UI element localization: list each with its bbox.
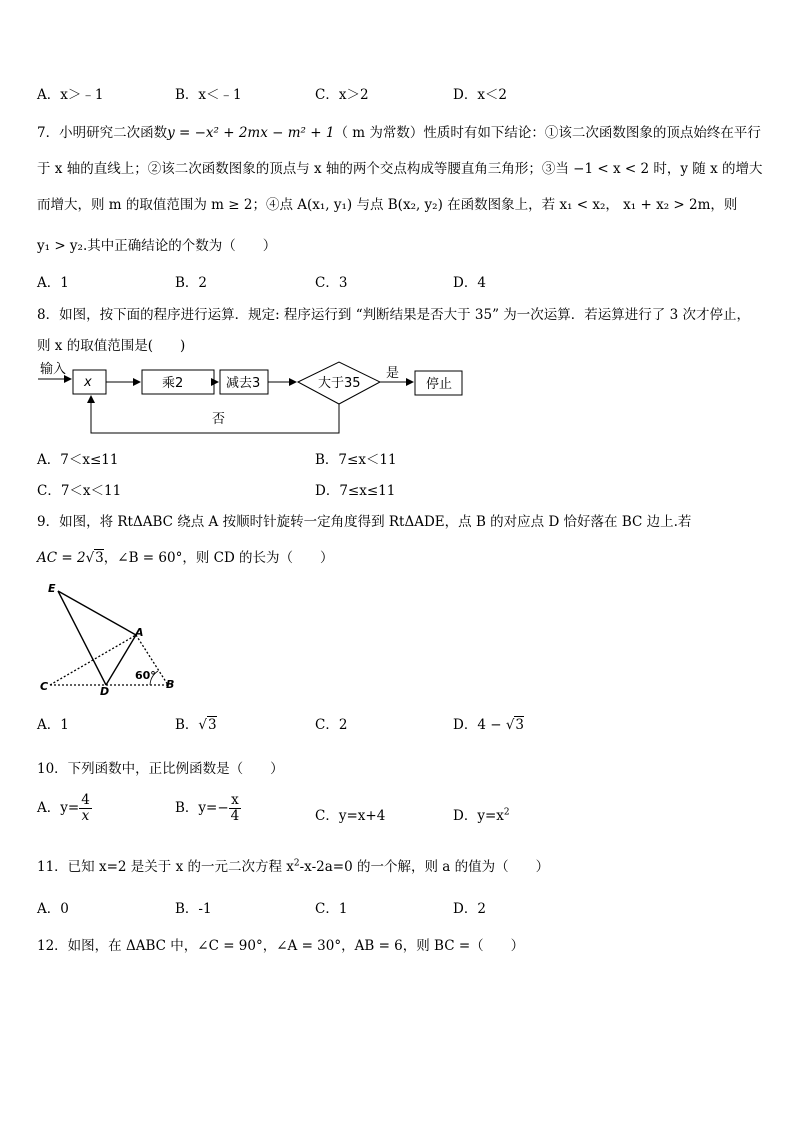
q10-b-den: 4 — [230, 808, 240, 824]
q11-option-c: C．1 — [315, 901, 348, 917]
q9-line1: 9．如图，将 RtΔABC 绕点 A 按顺时针旋转一定角度得到 RtΔADE，点 B 的对应点 D 恰好落在 BC 边上.若 — [37, 514, 692, 530]
q8-line2: 则 x 的取值范围是( ) — [37, 338, 186, 354]
q7-line1 — [37, 121, 761, 141]
q9-option-b-sqrt: 3 — [208, 717, 217, 733]
q7-line3: 而增大，则 m 的取值范围为 m ≥ 2；④点 A(x₁, y₁) 与点 B(x₂, y₂) 在函数图象上，若 x₁ < x₂， x₁ + x₂ > 2m，则 — [37, 197, 738, 213]
q8-flowchart — [30, 358, 480, 440]
q7-line1-b: （ m 为常数）性质时有如下结论：①该二次函数图象的顶点始终在平行 — [334, 125, 761, 141]
q10-d-sup: 2 — [503, 807, 510, 818]
segment-ad — [106, 635, 136, 685]
q10-b-num: x — [229, 793, 242, 809]
q11-option-a: A．0 — [37, 901, 69, 917]
flow-stop-label: 停止 — [426, 377, 453, 392]
q11-option-b: B．-1 — [175, 901, 212, 917]
label-e: E — [48, 582, 56, 595]
q7-option-c: C．3 — [315, 275, 348, 291]
q11-line-b: -x-2a=0 的一个解，则 a 的值为（ ） — [299, 859, 550, 875]
q9-option-a: A．1 — [37, 717, 69, 733]
q10-line: 10．下列函数中，正比例函数是（ ） — [37, 761, 284, 777]
flow-yes-label: 是 — [386, 366, 400, 381]
q11-line-a: 11．已知 x=2 是关于 x 的一元二次方程 x — [37, 859, 294, 875]
q6-option-b: B．x＜﹣1 — [175, 87, 242, 103]
q9-option-b-sqrt-sign: √ — [198, 717, 208, 733]
q10-a-prefix: A．y= — [37, 800, 80, 816]
angle-b-label: 60° — [135, 669, 156, 682]
q8-option-c: C．7＜x＜11 — [37, 483, 122, 499]
q11-line — [37, 855, 549, 875]
q9-sqrt-sign: √ — [85, 550, 95, 566]
q9-option-c: C．2 — [315, 717, 348, 733]
q7-line2: 于 x 轴的直线上；②该二次函数图象的顶点与 x 轴的两个交点构成等腰直角三角形；③当 −1 < x < 2 时，y 随 x 的增大 — [37, 161, 763, 177]
q10-b-prefix: B．y=− — [175, 800, 229, 816]
q8-option-a: A．7＜x≤11 — [37, 452, 119, 468]
flow-sub-label: 减去3 — [226, 376, 261, 391]
q9-line2 — [37, 546, 334, 566]
q10-option-d — [453, 804, 510, 824]
q9-ac-eq: AC = 2 — [37, 550, 86, 566]
q9-figure — [38, 578, 183, 696]
q6-option-a: A．x＞﹣1 — [37, 87, 104, 103]
q9-line2-b: ，∠B = 60°，则 CD 的长为（ ） — [103, 550, 334, 566]
q9-option-d — [453, 713, 524, 733]
q10-option-b — [175, 793, 241, 824]
q8-line1: 8．如图，按下面的程序进行运算．规定: 程序运行到 “判断结果是否大于 35” 为一次运算．若运算进行了 3 次才停止， — [37, 307, 750, 323]
label-d: D — [100, 685, 110, 696]
label-b: B — [166, 678, 175, 691]
q7-option-b: B．2 — [175, 275, 208, 291]
q9-option-d-prefix: D．4 − — [453, 717, 506, 733]
q7-line4: y₁ > y₂.其中正确结论的个数为（ ） — [37, 238, 277, 254]
q11-sup: 2 — [293, 858, 300, 869]
q8-option-b: B．7≤x＜11 — [315, 452, 397, 468]
q10-option-c: C．y=x+4 — [315, 808, 386, 824]
q10-d-prefix: D．y=x — [453, 808, 504, 824]
segment-ca — [50, 635, 136, 685]
q9-option-d-sqrt-sign: √ — [505, 717, 515, 733]
label-c: C — [40, 680, 49, 693]
q10-a-den: x — [81, 808, 90, 824]
q9-option-b-prefix: B． — [175, 717, 199, 733]
flow-cond-label: 大于35 — [318, 376, 361, 391]
q12-line: 12．如图，在 ΔABC 中，∠C = 90°，∠A = 30°，AB = 6，则 BC =（ ） — [37, 938, 525, 954]
q9-option-d-sqrt: 3 — [515, 717, 525, 733]
q6-option-d: D．x＜2 — [453, 87, 508, 103]
q10-option-a — [37, 793, 92, 824]
q10-a-fraction — [79, 793, 92, 824]
flow-no-label: 否 — [212, 412, 226, 427]
q7-line1-a: 7．小明研究二次函数 — [37, 125, 168, 141]
q10-b-fraction — [229, 793, 242, 824]
q7-option-a: A．1 — [37, 275, 69, 291]
label-a: A — [135, 626, 144, 639]
flow-input-label: 输入 — [40, 362, 67, 377]
q9-sqrt-value: 3 — [95, 550, 104, 566]
q9-option-b — [175, 713, 217, 733]
q7-formula: y = −x² + 2mx − m² + 1 — [167, 125, 335, 141]
q8-option-d: D．7≤x≤11 — [315, 483, 396, 499]
flow-x-label: x — [84, 375, 92, 390]
flow-mul-label: 乘2 — [162, 376, 184, 391]
q11-option-d: D．2 — [453, 901, 486, 917]
q10-a-num: 4 — [81, 792, 90, 808]
q7-option-d: D．4 — [453, 275, 486, 291]
q6-option-c: C．x＞2 — [315, 87, 369, 103]
